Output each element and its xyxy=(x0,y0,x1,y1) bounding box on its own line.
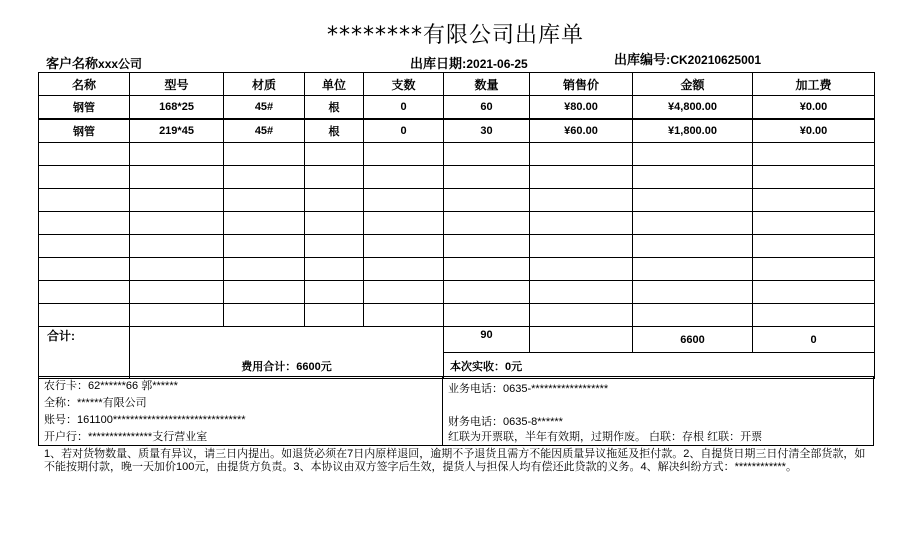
table-cell: ¥80.00 xyxy=(530,96,633,120)
column-header: 销售价 xyxy=(530,73,633,96)
outbound-table xyxy=(38,72,875,379)
column-header: 支数 xyxy=(364,73,444,96)
table-cell: ¥4,800.00 xyxy=(633,96,753,120)
bank-branch: 开户行：***************支行营业室 xyxy=(44,431,208,443)
column-header: 型号 xyxy=(130,73,224,96)
fee-total-value: 6600元 xyxy=(296,361,332,373)
column-header: 单位 xyxy=(305,73,364,96)
table-cell: 219*45 xyxy=(130,119,224,143)
number-value: CK20210625001 xyxy=(670,53,762,67)
document-title: ********有限公司出库单 xyxy=(326,23,584,48)
empty-row xyxy=(39,235,875,258)
customer-label: 客户名称 xyxy=(46,56,99,71)
empty-row xyxy=(39,304,875,327)
terms-notes: 1、若对货物数量、质量有异议，请三日内提出。如退货必须在7日内原样退回，逾期不予退货且需方不能因质量异议拖延及拒付款。2、自提货日期三日付清全部货款，如不能按期付款，晚一天加价100元，由提货方负责。3、本协议由双方签字后生效，提货人与担保人均有偿还此贷款的义务。4、解决纠纷方式：************。 xyxy=(44,448,866,473)
customer-value: xxx公司 xyxy=(98,57,143,71)
account-number: 账号：161100******************************* xyxy=(44,414,246,426)
business-phone: 业务电话：0635-****************** xyxy=(448,383,609,395)
fee-total-label: 费用合计： xyxy=(241,361,297,373)
empty-row xyxy=(39,281,875,304)
table-row xyxy=(39,96,875,120)
table-cell: 168*25 xyxy=(130,96,224,120)
table-cell: 根 xyxy=(305,119,364,143)
total-price-blank xyxy=(530,327,633,353)
total-processing: 0 xyxy=(753,327,875,353)
table-cell: 30 xyxy=(444,119,530,143)
table-cell: ¥0.00 xyxy=(753,96,875,120)
table-cell: ¥1,800.00 xyxy=(633,119,753,143)
number-label: 出库编号: xyxy=(614,52,671,67)
total-quantity: 90 xyxy=(444,327,530,353)
column-header: 金额 xyxy=(633,73,753,96)
table-cell: 0 xyxy=(364,96,444,120)
outbound-number-field xyxy=(614,49,761,68)
table-cell: 钢管 xyxy=(39,119,130,143)
table-row xyxy=(39,119,875,143)
table-cell: ¥0.00 xyxy=(753,119,875,143)
column-header: 数量 xyxy=(444,73,530,96)
date-label: 出库日期: xyxy=(410,56,467,71)
empty-row xyxy=(39,212,875,235)
table-cell: 60 xyxy=(444,96,530,120)
customer-field xyxy=(46,53,142,72)
table-header-row xyxy=(39,73,875,96)
bank-card: 农行卡：62******66 郭****** xyxy=(44,380,178,392)
account-name: 全称：******有限公司 xyxy=(44,397,147,409)
total-amount: 6600 xyxy=(633,327,753,353)
table-cell: 45# xyxy=(224,96,305,120)
empty-row xyxy=(39,143,875,166)
date-value: 2021-06-25 xyxy=(466,57,528,71)
info-divider xyxy=(442,377,443,445)
outbound-date-field xyxy=(410,53,528,72)
totals-row xyxy=(39,327,875,353)
copy-note: 红联为开票联，半年有效期，过期作废。 白联：存根 红联：开票 xyxy=(448,431,763,443)
column-header: 名称 xyxy=(39,73,130,96)
paid-amount xyxy=(444,353,875,379)
column-header: 加工费 xyxy=(753,73,875,96)
table-cell: ¥60.00 xyxy=(530,119,633,143)
table-cell: 钢管 xyxy=(39,96,130,120)
empty-row xyxy=(39,189,875,212)
column-header: 材质 xyxy=(224,73,305,96)
fee-total xyxy=(130,327,444,379)
payment-info-box xyxy=(38,376,874,446)
table-cell: 0 xyxy=(364,119,444,143)
empty-row xyxy=(39,166,875,189)
table-cell: 45# xyxy=(224,119,305,143)
paid-label: 本次实收： xyxy=(450,360,505,373)
finance-phone: 财务电话：0635-8****** xyxy=(448,416,563,428)
table-cell: 根 xyxy=(305,96,364,120)
totals-label: 合计: xyxy=(39,327,130,379)
paid-value: 0元 xyxy=(505,360,523,373)
empty-row xyxy=(39,258,875,281)
